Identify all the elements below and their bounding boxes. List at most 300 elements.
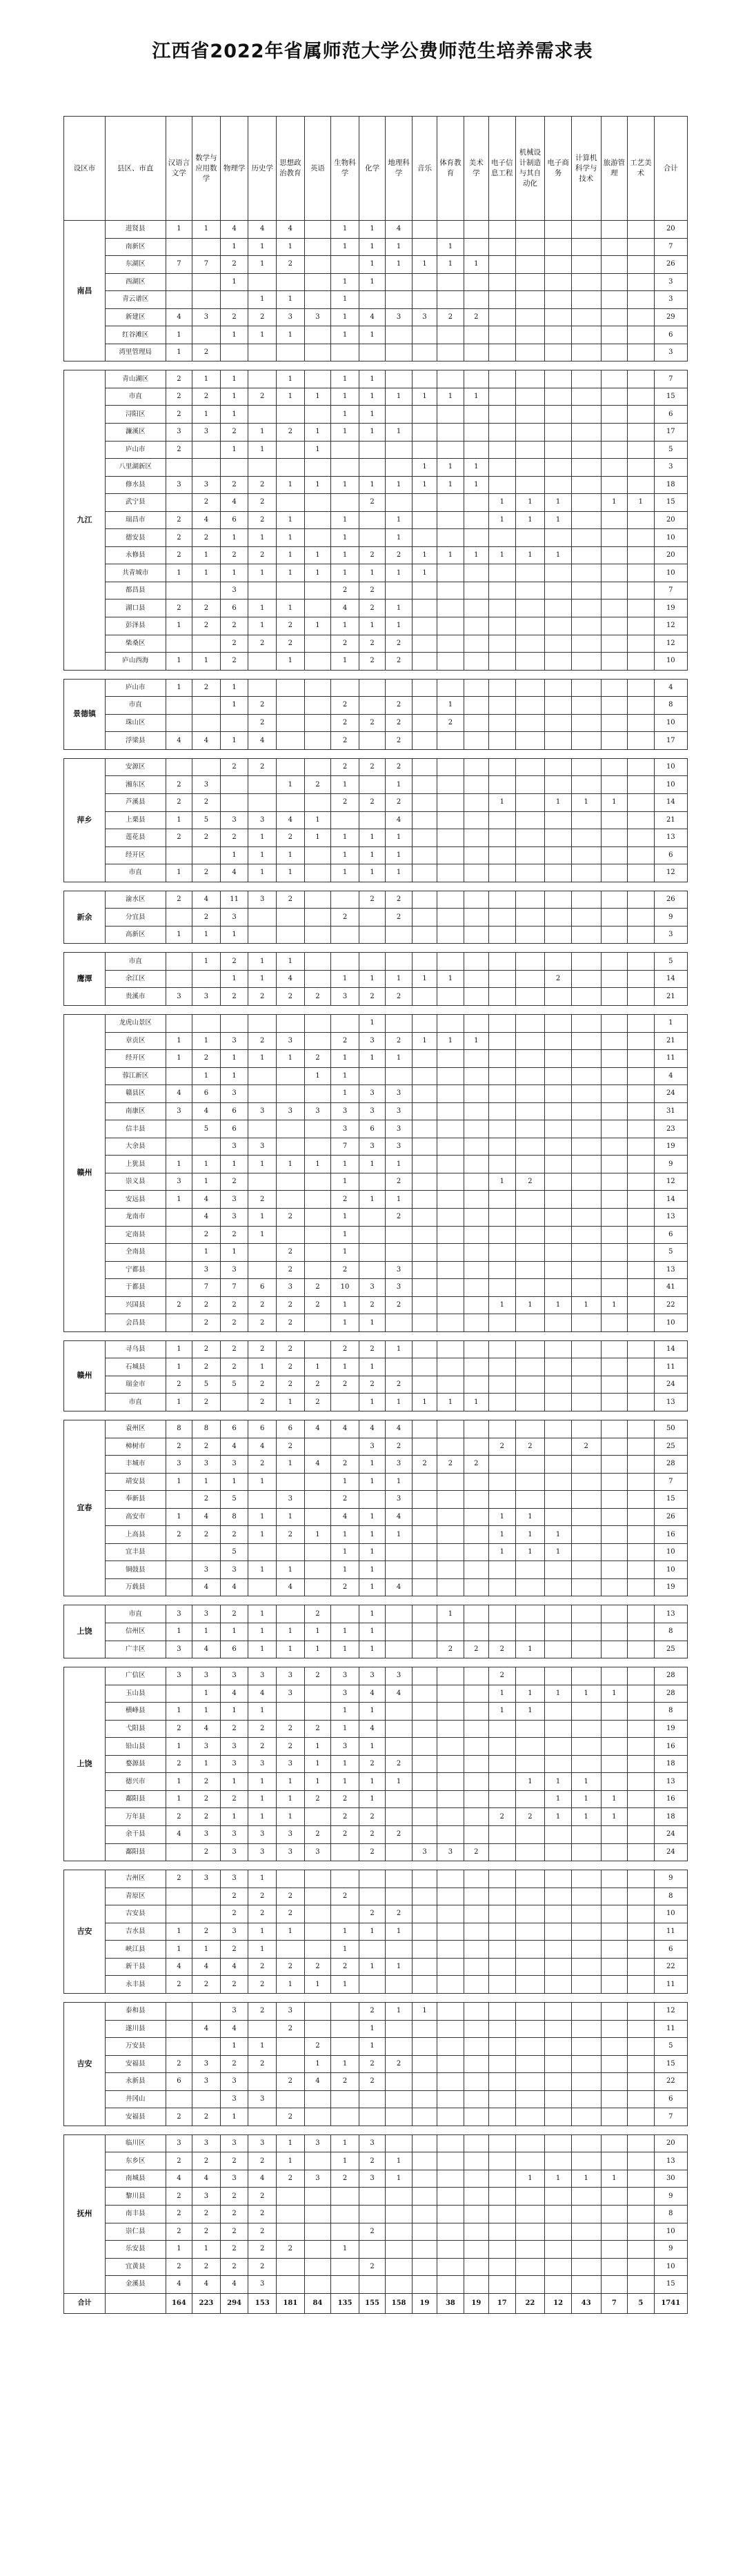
value-cell: 1 — [248, 291, 277, 309]
value-cell: 4 — [386, 1578, 413, 1596]
value-cell — [628, 1050, 655, 1068]
value-cell — [464, 1014, 488, 1032]
value-cell — [359, 953, 386, 971]
value-cell — [412, 326, 437, 344]
value-cell — [601, 1561, 628, 1579]
value-cell — [464, 2223, 488, 2241]
value-cell: 1 — [248, 1050, 277, 1068]
county-cell: 崇仁县 — [105, 2223, 166, 2241]
value-cell: 2 — [359, 1843, 386, 1861]
value-cell — [545, 256, 572, 274]
value-cell: 3 — [192, 2188, 221, 2206]
value-cell: 3 — [277, 2002, 305, 2020]
column-header-label: 美术学 — [468, 159, 484, 177]
value-cell — [601, 1120, 628, 1138]
table-body — [64, 221, 688, 2314]
value-cell — [601, 988, 628, 1006]
county-cell: 庐山市 — [105, 441, 166, 459]
section-gap — [64, 361, 688, 370]
county-cell: 赣县区 — [105, 1085, 166, 1103]
value-cell — [464, 891, 488, 909]
value-cell — [545, 370, 572, 388]
value-cell: 1 — [248, 1508, 277, 1526]
value-cell — [515, 635, 545, 653]
value-cell — [386, 1067, 413, 1085]
value-cell — [571, 1358, 601, 1376]
value-cell — [464, 864, 488, 882]
value-cell — [545, 2258, 572, 2276]
value-cell: 1 — [166, 1508, 192, 1526]
value-cell: 1 — [248, 2038, 277, 2056]
value-cell: 2 — [192, 1394, 221, 1411]
value-cell: 1 — [304, 1156, 331, 1173]
value-cell — [464, 1923, 488, 1941]
value-cell: 1 — [386, 846, 413, 864]
value-cell — [571, 2038, 601, 2056]
value-cell: 2 — [386, 697, 413, 715]
value-cell — [628, 1032, 655, 1050]
value-cell: 1 — [628, 494, 655, 512]
value-cell — [571, 1050, 601, 1068]
value-cell: 5 — [654, 953, 687, 971]
value-cell: 1 — [220, 273, 248, 291]
value-cell — [601, 679, 628, 697]
value-cell: 1 — [359, 326, 386, 344]
value-cell: 2 — [331, 635, 359, 653]
value-cell — [489, 2258, 516, 2276]
value-cell — [331, 953, 359, 971]
value-cell: 4 — [166, 1085, 192, 1103]
value-cell: 4 — [654, 679, 687, 697]
value-cell — [248, 2020, 277, 2038]
value-cell — [628, 1888, 655, 1905]
value-cell — [489, 582, 516, 600]
value-cell: 1 — [192, 370, 221, 388]
value-cell — [304, 511, 331, 529]
value-cell — [464, 1138, 488, 1156]
value-cell: 1 — [545, 1543, 572, 1561]
value-cell: 2 — [248, 494, 277, 512]
value-cell: 1 — [277, 1808, 305, 1826]
value-cell — [628, 829, 655, 847]
value-cell — [489, 459, 516, 477]
table-row — [64, 679, 688, 697]
value-cell: 1 — [331, 1296, 359, 1314]
value-cell: 1 — [386, 1394, 413, 1411]
value-cell — [412, 1296, 437, 1314]
value-cell: 11 — [654, 1358, 687, 1376]
value-cell — [166, 714, 192, 732]
value-cell — [464, 600, 488, 617]
city-cell: 鹰潭 — [64, 953, 106, 1006]
value-cell: 1 — [359, 1561, 386, 1579]
value-cell — [489, 909, 516, 927]
value-cell — [304, 2276, 331, 2294]
value-cell — [545, 1138, 572, 1156]
value-cell: 1 — [277, 1561, 305, 1579]
value-cell: 1 — [304, 441, 331, 459]
value-cell — [571, 714, 601, 732]
value-cell: 1 — [489, 1526, 516, 1544]
value-cell — [166, 494, 192, 512]
value-cell: 2 — [166, 388, 192, 406]
table-row — [64, 1226, 688, 1244]
value-cell — [464, 1958, 488, 1976]
value-cell: 1 — [277, 326, 305, 344]
table-row — [64, 459, 688, 477]
value-cell: 1 — [359, 424, 386, 442]
value-cell: 2 — [277, 1888, 305, 1905]
value-cell: 1 — [386, 1156, 413, 1173]
value-cell — [628, 370, 655, 388]
table-row — [64, 1173, 688, 1191]
value-cell: 1 — [277, 864, 305, 882]
value-cell: 3 — [277, 1685, 305, 1703]
value-cell — [571, 2108, 601, 2126]
value-cell: 7 — [166, 256, 192, 274]
value-cell — [515, 776, 545, 794]
table-row — [64, 1156, 688, 1173]
value-cell: 1 — [166, 344, 192, 361]
section-gap — [64, 882, 688, 891]
value-cell — [304, 2223, 331, 2241]
value-cell — [464, 1790, 488, 1808]
value-cell: 1 — [304, 564, 331, 582]
value-cell — [386, 1790, 413, 1808]
value-cell: 3 — [220, 1561, 248, 1579]
value-cell — [277, 909, 305, 927]
value-cell — [571, 617, 601, 635]
column-header-label: 设区市 — [73, 164, 96, 172]
value-cell — [601, 1473, 628, 1491]
value-cell: 1 — [515, 1703, 545, 1721]
value-cell: 2 — [166, 2055, 192, 2073]
value-cell — [515, 1578, 545, 1596]
value-cell — [277, 1543, 305, 1561]
value-cell: 4 — [220, 1958, 248, 1976]
value-cell — [304, 1438, 331, 1456]
value-cell — [304, 2258, 331, 2276]
value-cell — [489, 1138, 516, 1156]
value-cell: 23 — [654, 1120, 687, 1138]
column-header-label: 地理科学 — [388, 159, 410, 177]
value-cell — [489, 776, 516, 794]
value-cell — [277, 1067, 305, 1085]
value-cell — [628, 1667, 655, 1685]
total-value-cell: 1741 — [654, 2293, 687, 2313]
value-cell — [489, 988, 516, 1006]
value-cell — [545, 2188, 572, 2206]
value-cell — [386, 326, 413, 344]
county-cell: 武宁县 — [105, 494, 166, 512]
value-cell — [192, 291, 221, 309]
value-cell: 2 — [166, 370, 192, 388]
value-cell — [489, 1420, 516, 1438]
value-cell: 3 — [359, 1279, 386, 1297]
value-cell: 1 — [437, 1394, 464, 1411]
value-cell: 1 — [192, 1473, 221, 1491]
value-cell — [464, 679, 488, 697]
value-cell — [489, 2134, 516, 2152]
value-cell: 2 — [359, 2223, 386, 2241]
table-row — [64, 732, 688, 750]
value-cell — [412, 2205, 437, 2223]
value-cell: 3 — [166, 1605, 192, 1623]
value-cell — [628, 1420, 655, 1438]
value-cell: 1 — [277, 370, 305, 388]
value-cell: 4 — [331, 1420, 359, 1438]
value-cell: 2 — [192, 1491, 221, 1509]
value-cell — [628, 1191, 655, 1209]
value-cell: 1 — [515, 546, 545, 564]
value-cell: 1 — [359, 1358, 386, 1376]
section-gap-cell — [64, 1861, 688, 1870]
value-cell — [601, 1102, 628, 1120]
value-cell: 1 — [412, 459, 437, 477]
value-cell — [464, 273, 488, 291]
value-cell — [571, 1623, 601, 1641]
value-cell: 2 — [331, 1888, 359, 1905]
value-cell: 1 — [277, 1394, 305, 1411]
value-cell — [628, 1358, 655, 1376]
value-cell — [545, 2090, 572, 2108]
value-cell: 1 — [192, 653, 221, 671]
value-cell: 2 — [248, 2258, 277, 2276]
value-cell — [412, 1543, 437, 1561]
county-cell: 庐山市 — [105, 679, 166, 697]
value-cell: 2 — [277, 1296, 305, 1314]
value-cell — [489, 1394, 516, 1411]
value-cell — [412, 1958, 437, 1976]
value-cell — [277, 1941, 305, 1959]
value-cell: 1 — [248, 1208, 277, 1226]
value-cell: 21 — [654, 988, 687, 1006]
value-cell: 2 — [166, 793, 192, 811]
value-cell: 3 — [248, 811, 277, 829]
value-cell: 5 — [654, 1244, 687, 1262]
value-cell: 1 — [220, 1050, 248, 1068]
value-cell — [277, 1703, 305, 1721]
value-cell — [304, 1314, 331, 1332]
value-cell: 20 — [654, 511, 687, 529]
value-cell — [628, 424, 655, 442]
value-cell: 3 — [220, 1923, 248, 1941]
value-cell — [628, 1173, 655, 1191]
value-cell: 10 — [654, 2223, 687, 2241]
value-cell: 10 — [331, 1279, 359, 1297]
value-cell: 2 — [192, 1976, 221, 1994]
total-value-cell: 38 — [437, 2293, 464, 2313]
value-cell: 2 — [248, 1394, 277, 1411]
value-cell: 2 — [304, 1376, 331, 1394]
value-cell — [304, 909, 331, 927]
table-row — [64, 953, 688, 971]
value-cell — [489, 2038, 516, 2056]
county-cell: 青山湖区 — [105, 370, 166, 388]
value-cell: 3 — [277, 1826, 305, 1844]
table-row — [64, 221, 688, 239]
value-cell: 1 — [437, 1605, 464, 1623]
value-cell: 2 — [192, 1314, 221, 1332]
value-cell — [277, 2258, 305, 2276]
value-cell — [166, 1314, 192, 1332]
value-cell — [331, 2002, 359, 2020]
city-cell: 九江 — [64, 370, 106, 670]
value-cell — [359, 2188, 386, 2206]
value-cell: 10 — [654, 1905, 687, 1923]
value-cell: 1 — [386, 1526, 413, 1544]
value-cell: 2 — [166, 511, 192, 529]
value-cell — [277, 2223, 305, 2241]
value-cell — [437, 1067, 464, 1085]
value-cell: 1 — [331, 1976, 359, 1994]
value-cell — [437, 406, 464, 424]
value-cell: 2 — [304, 1826, 331, 1844]
value-cell — [489, 1826, 516, 1844]
table-row — [64, 2170, 688, 2188]
value-cell — [601, 1261, 628, 1279]
value-cell — [386, 1888, 413, 1905]
county-cell: 蓉江新区 — [105, 1067, 166, 1085]
value-cell — [304, 891, 331, 909]
value-cell — [464, 1826, 488, 1844]
value-cell — [545, 1456, 572, 1474]
value-cell: 2 — [359, 758, 386, 776]
value-cell: 1 — [220, 1808, 248, 1826]
value-cell: 1 — [489, 1685, 516, 1703]
value-cell: 3 — [386, 1491, 413, 1509]
value-cell — [359, 1226, 386, 1244]
county-cell: 安源区 — [105, 758, 166, 776]
value-cell — [515, 1261, 545, 1279]
value-cell — [437, 2205, 464, 2223]
county-cell: 市直 — [105, 864, 166, 882]
value-cell — [304, 344, 331, 361]
value-cell: 13 — [654, 1773, 687, 1791]
value-cell: 1 — [248, 864, 277, 882]
value-cell — [628, 1296, 655, 1314]
value-cell: 4 — [192, 891, 221, 909]
value-cell — [571, 1156, 601, 1173]
value-cell: 2 — [166, 2223, 192, 2241]
value-cell — [628, 1120, 655, 1138]
value-cell — [304, 714, 331, 732]
value-cell — [277, 1014, 305, 1032]
value-cell — [437, 1703, 464, 1721]
value-cell — [489, 273, 516, 291]
value-cell: 1 — [248, 970, 277, 988]
value-cell — [248, 1085, 277, 1103]
value-cell — [386, 2188, 413, 2206]
value-cell — [601, 1394, 628, 1411]
value-cell: 1 — [331, 1244, 359, 1262]
value-cell: 1 — [277, 1156, 305, 1173]
value-cell — [545, 1394, 572, 1411]
value-cell: 26 — [654, 891, 687, 909]
value-cell — [412, 1420, 437, 1438]
value-cell — [412, 2055, 437, 2073]
value-cell: 4 — [166, 732, 192, 750]
value-cell: 4 — [192, 1958, 221, 1976]
value-cell — [386, 953, 413, 971]
county-cell: 湘东区 — [105, 776, 166, 794]
value-cell — [545, 714, 572, 732]
value-cell — [628, 406, 655, 424]
table-row — [64, 846, 688, 864]
value-cell: 3 — [331, 1120, 359, 1138]
value-cell — [571, 2188, 601, 2206]
value-cell: 2 — [248, 714, 277, 732]
value-cell — [464, 1808, 488, 1826]
value-cell — [437, 1526, 464, 1544]
value-cell: 1 — [277, 1050, 305, 1068]
value-cell: 2 — [386, 1208, 413, 1226]
county-cell: 柴桑区 — [105, 635, 166, 653]
value-cell — [545, 679, 572, 697]
value-cell — [331, 926, 359, 944]
table-row — [64, 2134, 688, 2152]
value-cell: 3 — [220, 1208, 248, 1226]
value-cell — [464, 1605, 488, 1623]
value-cell: 2 — [437, 1641, 464, 1658]
value-cell — [515, 1720, 545, 1738]
value-cell — [628, 1244, 655, 1262]
value-cell — [464, 2002, 488, 2020]
value-cell — [571, 1923, 601, 1941]
value-cell: 2 — [489, 1667, 516, 1685]
value-cell — [515, 2223, 545, 2241]
value-cell: 1 — [601, 1685, 628, 1703]
value-cell: 2 — [359, 891, 386, 909]
value-cell — [545, 564, 572, 582]
value-cell — [331, 441, 359, 459]
value-cell — [571, 529, 601, 547]
value-cell: 1 — [166, 1738, 192, 1756]
value-cell — [515, 256, 545, 274]
value-cell: 9 — [654, 909, 687, 927]
value-cell — [571, 2020, 601, 2038]
value-cell: 1 — [304, 1773, 331, 1791]
value-cell — [386, 1314, 413, 1332]
value-cell: 2 — [220, 2241, 248, 2259]
section-gap — [64, 1993, 688, 2002]
value-cell — [545, 424, 572, 442]
value-cell: 3 — [192, 424, 221, 442]
value-cell: 2 — [220, 653, 248, 671]
value-cell — [331, 1605, 359, 1623]
value-cell — [601, 1923, 628, 1941]
value-cell: 3 — [277, 1755, 305, 1773]
value-cell — [515, 1085, 545, 1103]
value-cell — [601, 1244, 628, 1262]
value-cell: 2 — [248, 2002, 277, 2020]
value-cell — [571, 1976, 601, 1994]
value-cell: 10 — [654, 2258, 687, 2276]
value-cell — [437, 793, 464, 811]
value-cell: 10 — [654, 714, 687, 732]
value-cell — [601, 2241, 628, 2259]
value-cell — [489, 1244, 516, 1262]
value-cell: 1 — [277, 1976, 305, 1994]
table-row — [64, 1244, 688, 1262]
value-cell — [412, 291, 437, 309]
value-cell — [304, 1561, 331, 1579]
value-cell — [412, 811, 437, 829]
county-cell: 浔阳区 — [105, 406, 166, 424]
value-cell — [545, 459, 572, 477]
value-cell: 1 — [359, 1050, 386, 1068]
value-cell — [412, 776, 437, 794]
